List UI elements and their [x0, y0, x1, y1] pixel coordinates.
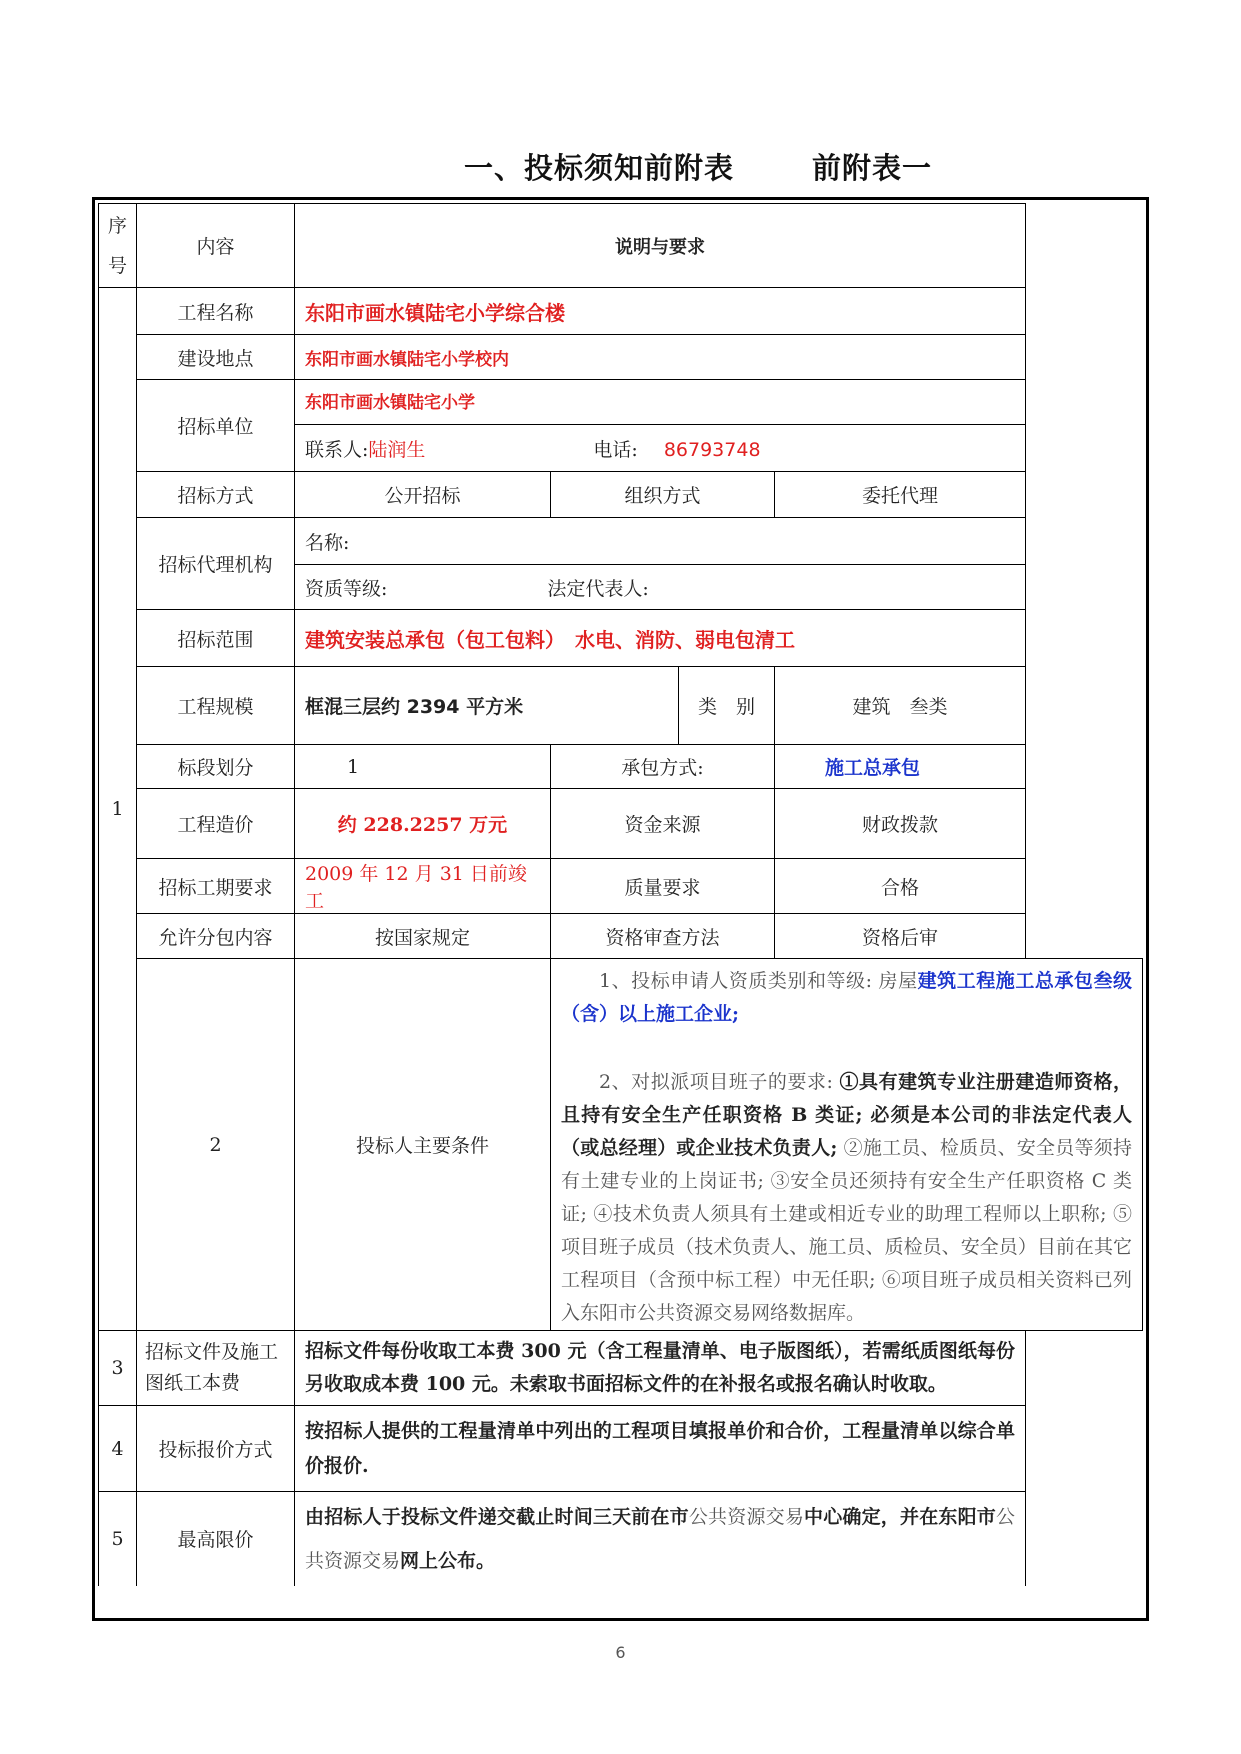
cost-value: 约 228.2257 万元	[295, 789, 551, 859]
contact-cell	[295, 425, 1026, 472]
table-row	[99, 1492, 1143, 1586]
header-content: 内容	[137, 204, 295, 288]
section2-paragraph-1: 1、投标申请人资质类别和等级: 房屋建筑工程施工总承包叁级（含）以上施工企业;	[561, 970, 1132, 1025]
review-value: 资格后审	[775, 914, 1026, 959]
section5-text: 由招标人于投标文件递交截止时间三天前在市公共资源交易中心确定，并在东阳市公共资源交易网上公布。	[295, 1492, 1026, 1586]
section4-text: 按招标人提供的工程量清单中列出的工程项目填报单价和合价，工程量清单以综合单价报价.	[295, 1406, 1026, 1492]
section4-label: 投标报价方式	[137, 1406, 295, 1492]
tender-info-table	[98, 203, 1143, 1586]
contact-value: 陆润生	[368, 438, 426, 461]
review-label: 资格审查方法	[551, 914, 775, 959]
table-row	[99, 789, 1143, 859]
section2-label: 投标人主要条件	[295, 959, 551, 1331]
method-value: 公开招标	[295, 472, 551, 518]
project-name-label: 工程名称	[137, 288, 295, 335]
table-row	[99, 610, 1143, 667]
location-value: 东阳市画水镇陆宅小学校内	[295, 335, 1026, 380]
lot-label: 标段划分	[137, 745, 295, 789]
scope-label: 招标范围	[137, 610, 295, 667]
table-row	[99, 335, 1143, 380]
project-name-value: 东阳市画水镇陆宅小学综合楼	[295, 288, 1026, 335]
page-title	[0, 146, 1241, 187]
table-row	[99, 667, 1143, 745]
quality-value: 合格	[775, 859, 1026, 914]
location-label: 建设地点	[137, 335, 295, 380]
subcontract-label: 允许分包内容	[137, 914, 295, 959]
title-sub: 前附表一	[812, 151, 933, 185]
tenderer-value: 东阳市画水镇陆宅小学	[295, 380, 1026, 425]
fund-value: 财政拨款	[775, 789, 1026, 859]
agency-rep-label: 法定代表人:	[547, 577, 649, 600]
agency-qual-label: 资质等级:	[305, 577, 388, 600]
agency-qual-cell	[295, 565, 1026, 610]
period-label: 招标工期要求	[137, 859, 295, 914]
lot-value: 1	[295, 745, 551, 789]
table-row	[99, 1331, 1143, 1406]
tenderer-label: 招标单位	[137, 380, 295, 472]
title-main: 一、投标须知前附表	[463, 151, 734, 185]
fund-label: 资金来源	[551, 789, 775, 859]
page-number: 6	[615, 1643, 626, 1662]
scale-value: 框混三层约 2394 平方米	[295, 667, 679, 745]
scale-label: 工程规模	[137, 667, 295, 745]
section2-paragraph-2: 2、对拟派项目班子的要求: ①具有建筑专业注册建造师资格，且持有安全生产任职资格 B 类证; 必须是本公司的非法定代表人（或总经理）或企业技术负责人; ②施工员、检质员、安全员等须持有土建专业的上岗证书; ③安全员还须持有安全生产任职资格 C 类证; ④技术负责人须具有土建或相近专业的助理工程师以上职称; ⑤项目班子成员（技术负责人、施工员、质检员、安全员）目前在其它工程项目（含预中标工程）中无任职; ⑥项目班子成员相关资料已列入东阳市公共资源交易网络数据库。	[561, 1071, 1133, 1324]
method-label: 招标方式	[137, 472, 295, 518]
header-desc: 说明与要求	[295, 204, 1026, 288]
table-row	[99, 745, 1143, 789]
section2-content	[551, 959, 1143, 1331]
phone-label: 电话:	[593, 438, 638, 461]
section3-label: 招标文件及施工图纸工本费	[137, 1331, 295, 1406]
contract-label: 承包方式:	[551, 745, 775, 789]
quality-label: 质量要求	[551, 859, 775, 914]
table-row	[99, 472, 1143, 518]
subcontract-value: 按国家规定	[295, 914, 551, 959]
scope-value: 建筑安装总承包（包工包料） 水电、消防、弱电包清工	[295, 610, 1026, 667]
period-value: 2009 年 12 月 31 日前竣工	[295, 859, 551, 914]
phone-value: 86793748	[663, 438, 761, 461]
org-label: 组织方式	[551, 472, 775, 518]
agency-label: 招标代理机构	[137, 518, 295, 610]
contract-value: 施工总承包	[775, 745, 1026, 789]
table-row	[99, 518, 1143, 565]
agency-name-label: 名称:	[295, 518, 1026, 565]
table-row	[99, 914, 1143, 959]
section5-label: 最高限价	[137, 1492, 295, 1586]
cost-label: 工程造价	[137, 789, 295, 859]
section1-num: 1	[99, 288, 137, 1331]
category-label: 类 别	[679, 667, 775, 745]
table-row	[99, 380, 1143, 425]
table-row	[99, 859, 1143, 914]
section5-num: 5	[99, 1492, 137, 1586]
header-seq: 序号	[99, 204, 137, 288]
section4-num: 4	[99, 1406, 137, 1492]
table-row	[99, 959, 1143, 1331]
section3-num: 3	[99, 1331, 137, 1406]
table-row	[99, 288, 1143, 335]
section2-num: 2	[137, 959, 295, 1331]
category-value: 建筑 叁类	[775, 667, 1026, 745]
section3-text: 招标文件每份收取工本费 300 元（含工程量清单、电子版图纸），若需纸质图纸每份另收取成本费 100 元。未索取书面招标文件的在补报名或报名确认时收取。	[295, 1331, 1026, 1406]
table-row	[99, 1406, 1143, 1492]
org-value: 委托代理	[775, 472, 1026, 518]
contact-label: 联系人:	[305, 438, 369, 461]
table-header-row	[99, 204, 1143, 288]
